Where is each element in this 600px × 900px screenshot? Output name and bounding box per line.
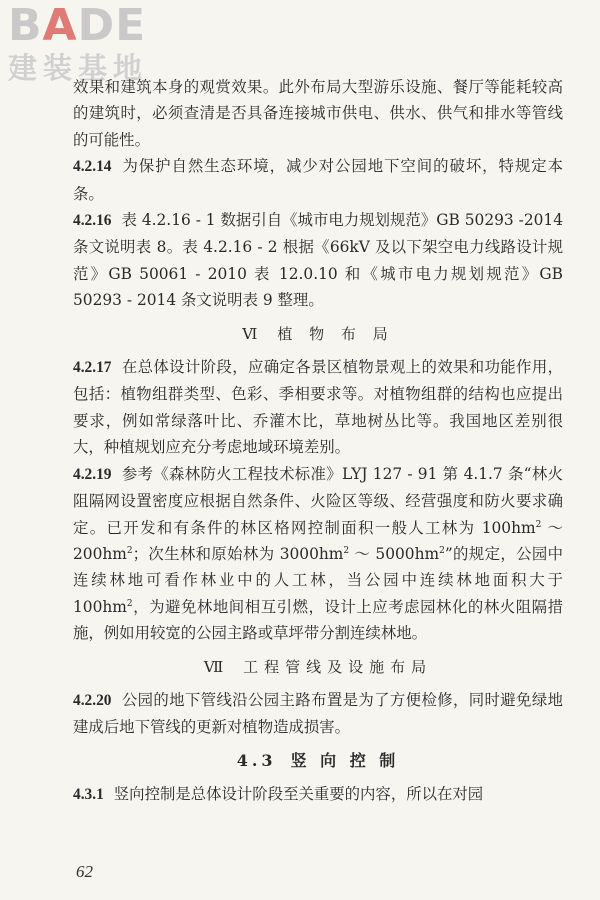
clause-number: 4.3.1 (73, 786, 104, 804)
section-heading-vi: Ⅵ 植 物 布 局 (242, 324, 394, 343)
logo-subtitle: 建装基地 (8, 51, 149, 85)
body-text (73, 74, 563, 809)
clause-4-2-14: 4.2.14 为保护自然生态环境，减少对公园地下空间的破坏，特规定本条。 (73, 157, 563, 203)
clause-4-2-17: 4.2.17 在总体设计阶段，应确定各景区植物景观上的效果和功能作用，包括：植物组群类型、色彩、季相要求等。对植物组群的结构也应提出要求，例如常绿落叶比、乔灌木比，草地树丛比等。我国地区差别很大，种植规划应充分考虑地域环境差别。 (73, 358, 563, 457)
section-heading-4-3: 4.3 竖 向 控 制 (236, 750, 400, 770)
clause-number: 4.2.17 (73, 359, 112, 377)
paragraph-continuation: 效果和建筑本身的观赏效果。此外布局大型游乐设施、餐厅等能耗较高的建筑时，必须查清是否具备连接城市供电、供水、供气和排水等管线的可能性。 (73, 78, 563, 149)
section-heading-vii: Ⅶ 工程管线及设施布局 (203, 657, 433, 676)
clause-number: 4.2.19 (73, 465, 112, 483)
clause-4-2-19: 4.2.19 参考《森林防火工程技术标准》LYJ 127 - 91 第 4.1.7 条“林火阻隔网设置密度应根据自然条件、火险区等级、经营强度和防火要求确定。已开发和有条件的林区格网控制面积一般人工林为 $100hm^2$ ～ $200hm^2$；次生林和原始林为 $3000hm^2$ ～ $5000hm^2$”的规定，公园中连续林地可看作林业中的人工林，当公园中连续林地面积大于 $100hm^2$，为避免林地间相互引燃，设计上应考虑园林化的林火阻隔措施，例如用较宽的公园主路或草坪带分割连续林地。 (73, 464, 563, 643)
page-number: 62 (76, 862, 93, 881)
clause-number: 4.2.20 (73, 691, 112, 709)
clause-number: 4.2.16 (73, 212, 112, 230)
clause-4-3-1: 4.3.1 竖向控制是总体设计阶段至关重要的内容，所以在对园 (73, 785, 484, 804)
logo-wordmark: BADE (8, 0, 147, 51)
clause-4-2-16: 4.2.16 表 4.2.16 - 1 数据引自《城市电力规划规范》GB 50293 -2014 条文说明表 8。表 4.2.16 - 2 根据《66kV 及以下架空电力线路设计规范》GB 50061 - 2010 表 12.0.10 和《城市电力规划规范》GB 50293 - 2014 条文说明表 9 整理。 (73, 211, 563, 310)
clause-number: 4.2.14 (73, 158, 112, 176)
clause-4-2-20: 4.2.20 公园的地下管线沿公园主路布置是为了方便检修，同时避免绿地建成后地下管线的更新对植物造成损害。 (73, 690, 563, 737)
